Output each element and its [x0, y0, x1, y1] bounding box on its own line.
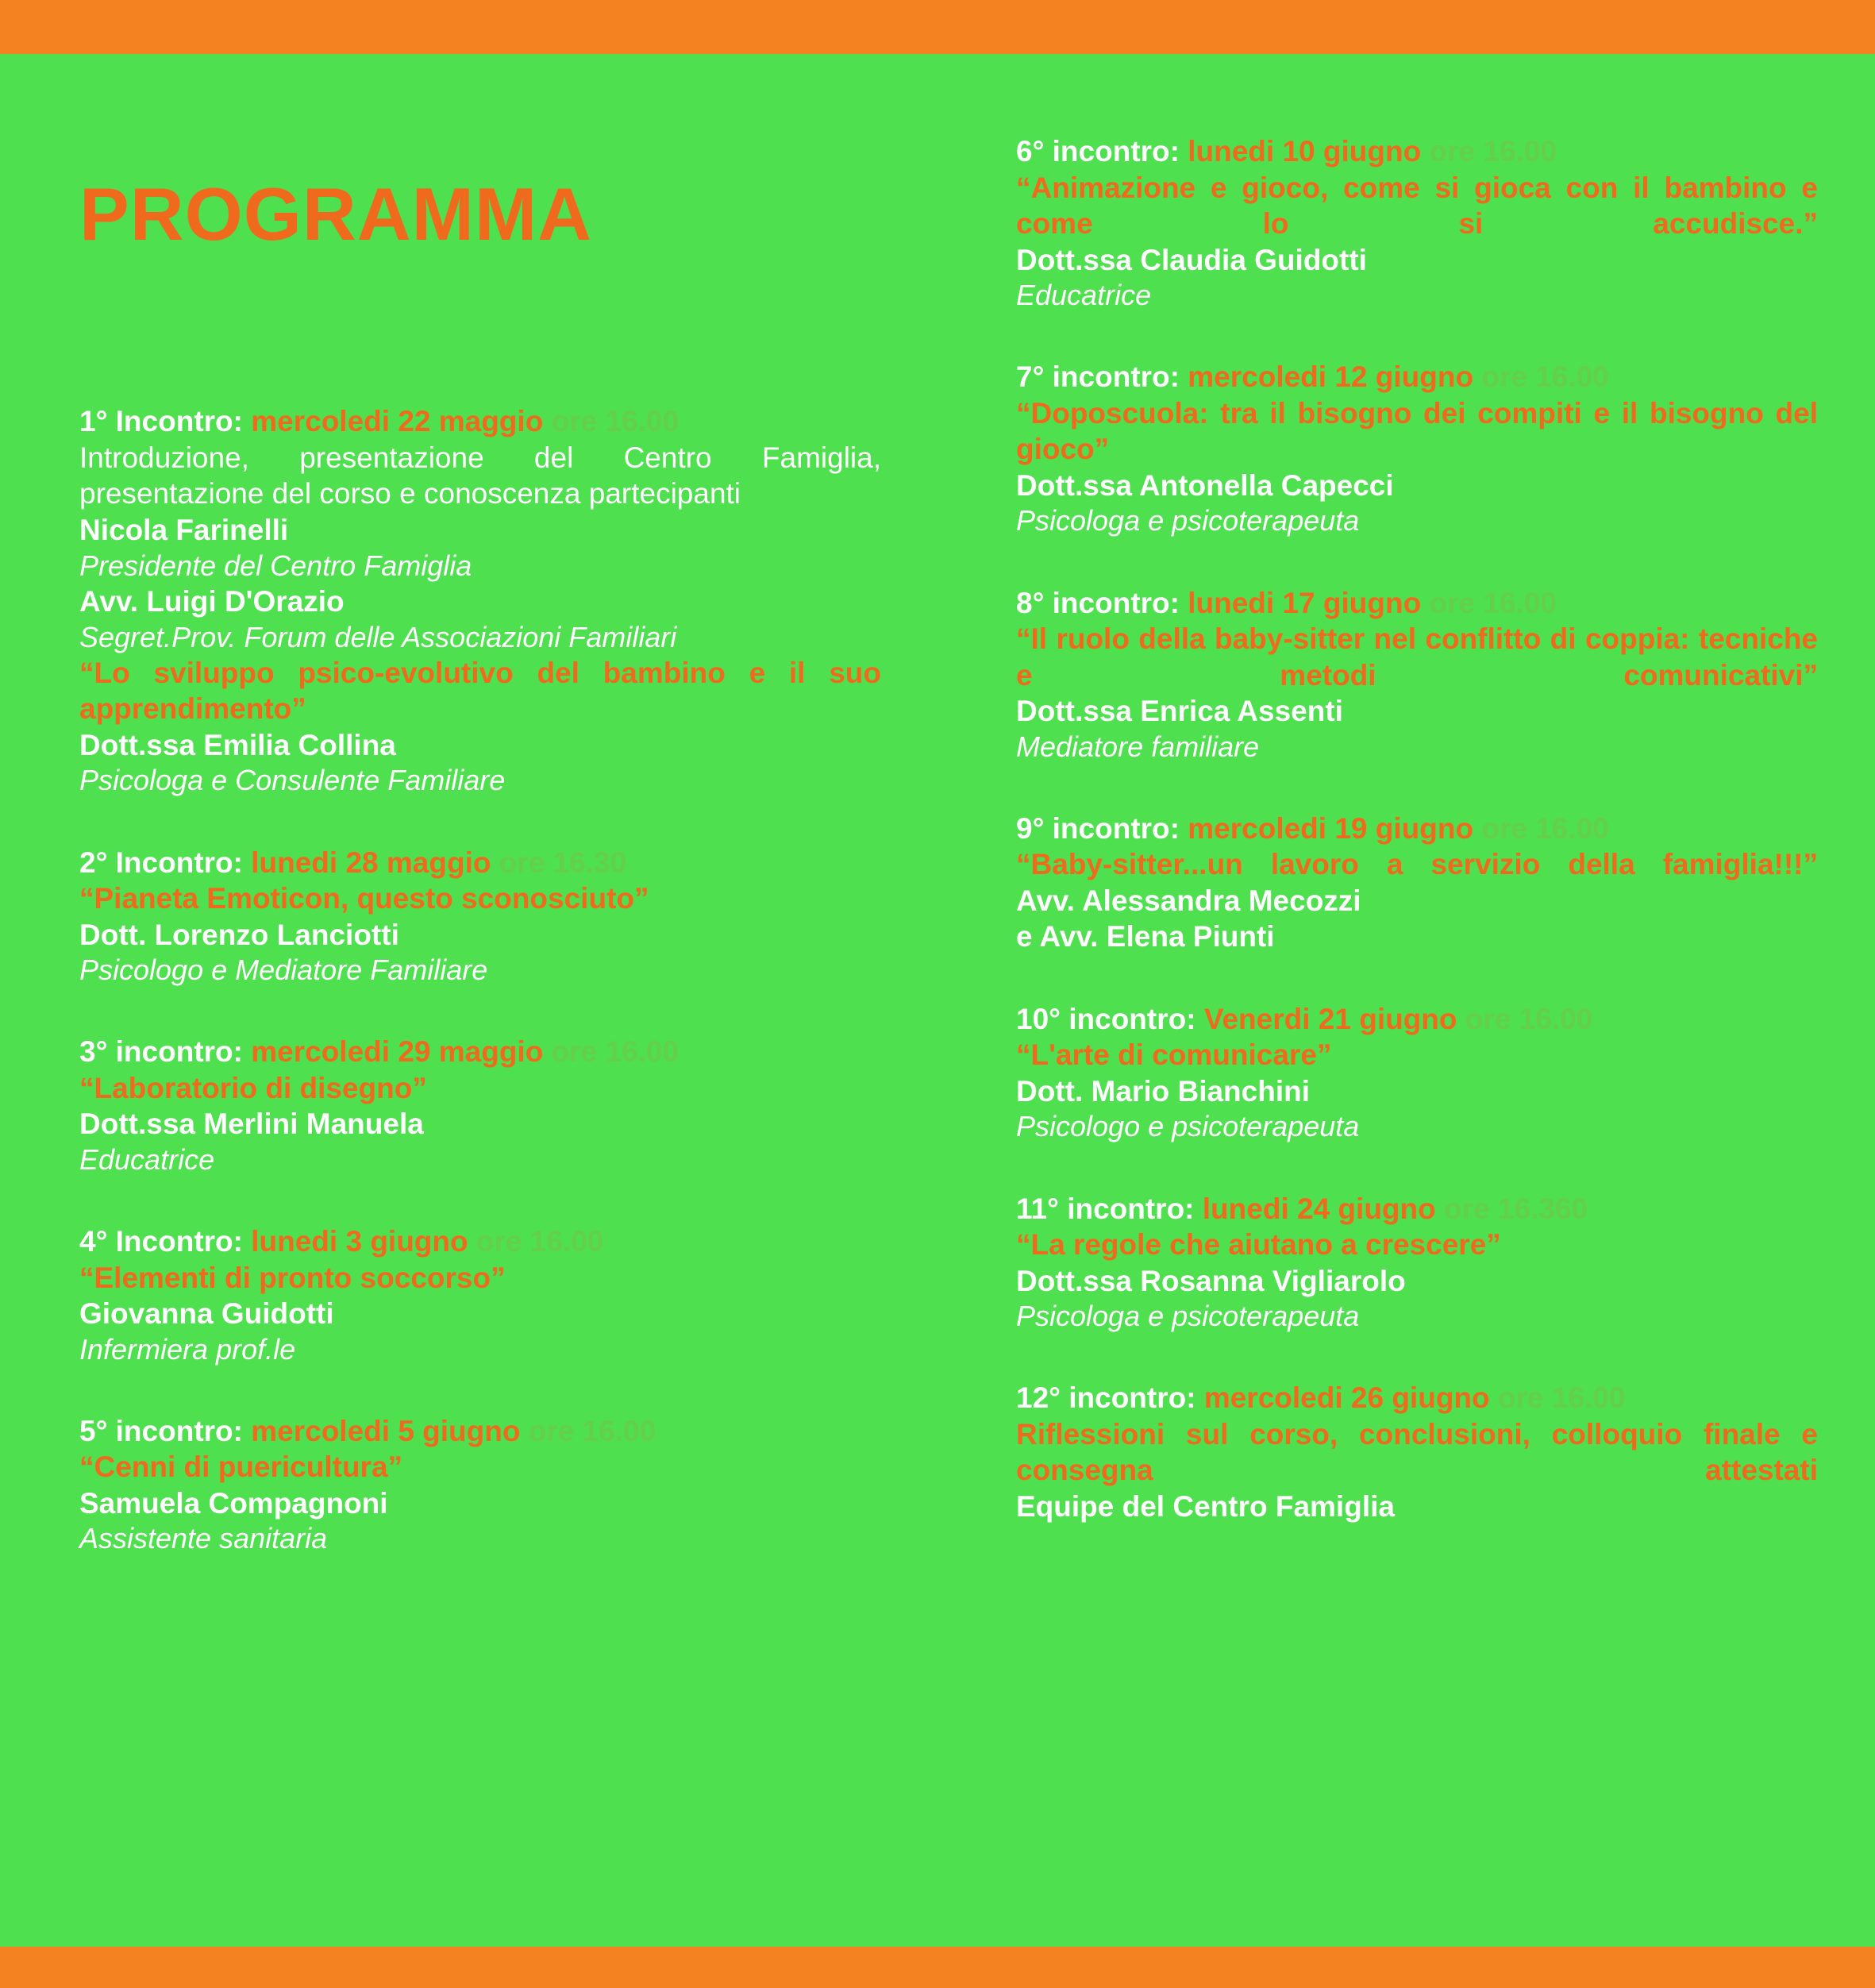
meeting-header	[1016, 585, 1818, 622]
meeting-topic: “Elementi di pronto soccorso”	[79, 1261, 506, 1294]
meeting-date: lunedi 10 giugno	[1188, 135, 1422, 168]
meeting-header	[1016, 1191, 1818, 1227]
person-name: Nicola Farinelli	[79, 514, 289, 547]
meeting-topic: “Laboratorio di disegno”	[79, 1071, 427, 1104]
meeting-time: ore 16.00	[475, 1225, 604, 1258]
program-page	[0, 54, 1875, 1947]
meeting-topic: “Animazione e gioco, come si gioca con il bambino e come lo si accudisce.”	[1016, 171, 1818, 240]
meeting-number: 10° incontro:	[1016, 1002, 1196, 1035]
meeting-header	[1016, 1380, 1818, 1416]
meeting-description: Introduzione, presentazione del Centro Famiglia, presentazione del corso e conoscenza partecipanti	[79, 441, 881, 510]
meeting-time: ore 16.00	[1429, 135, 1557, 168]
speaker-role: Infermiera prof.le	[79, 1332, 296, 1366]
meeting-number: 7° incontro:	[1016, 360, 1180, 394]
page-title: PROGRAMMA	[79, 172, 593, 256]
meeting-header	[1016, 359, 1818, 395]
meeting-number: 4° Incontro:	[79, 1225, 243, 1258]
meeting-date: lunedi 3 giugno	[251, 1225, 468, 1258]
bottom-orange-band	[0, 1947, 1875, 1988]
speaker-name: Samuela Compagnoni	[79, 1486, 388, 1520]
speaker-name: Dott.ssa Antonella Capecci	[1016, 468, 1394, 502]
speaker-role: Assistente sanitaria	[79, 1522, 328, 1555]
meeting-date: lunedi 28 maggio	[251, 846, 491, 879]
meeting-time: ore 16.00	[1429, 586, 1557, 619]
speaker-name: Giovanna Guidotti	[79, 1297, 334, 1331]
program-column-left	[79, 403, 881, 1603]
meeting-topic: “Baby-sitter...un lavoro a servizio della famiglia!!!”	[1016, 848, 1818, 881]
meeting-topic: “La regole che aiutano a crescere”	[1016, 1228, 1501, 1262]
meeting-topic: “Il ruolo della baby-sitter nel conflitto di coppia: tecniche e metodi comunicativi”	[1016, 622, 1818, 692]
speaker-name: Dott. Lorenzo Lanciotti	[79, 918, 399, 951]
meeting-number: 6° incontro:	[1016, 135, 1180, 168]
speaker-role: Mediatore familiare	[1016, 730, 1260, 763]
speaker-name: Dott.ssa Enrica Assenti	[1016, 695, 1343, 728]
meeting-header	[79, 845, 881, 881]
list-item	[1016, 133, 1818, 313]
meeting-header	[79, 403, 881, 440]
list-item	[79, 845, 881, 988]
meeting-number: 12° incontro:	[1016, 1381, 1196, 1415]
meeting-time: ore 16.00	[551, 1035, 680, 1069]
meeting-time: ore 16.00	[1497, 1381, 1626, 1415]
meeting-header	[1016, 1001, 1818, 1038]
meeting-time: ore 16.00	[1481, 811, 1609, 845]
speaker-name: Dott.ssa Claudia Guidotti	[1016, 243, 1367, 276]
list-item	[79, 403, 881, 799]
speaker-role: Psicologa e Consulente Familiare	[79, 764, 506, 797]
meeting-date: Venerdi 21 giugno	[1203, 1002, 1457, 1035]
meeting-header	[79, 1413, 881, 1450]
program-column-right	[1016, 133, 1818, 1570]
speaker-name-extra: e Avv. Elena Piunti	[1016, 920, 1275, 954]
meeting-time: ore 16.00	[1465, 1002, 1593, 1035]
meeting-topic: Riflessioni sul corso, conclusioni, colloquio finale e consegna attestati	[1016, 1417, 1818, 1487]
meeting-topic: “L'arte di comunicare”	[1016, 1038, 1332, 1072]
meeting-header	[79, 1223, 881, 1260]
person-role: Presidente del Centro Famiglia	[79, 549, 472, 582]
list-item	[1016, 1380, 1818, 1524]
speaker-name: Avv. Alessandra Mecozzi	[1016, 884, 1361, 917]
meeting-number: 5° incontro:	[79, 1414, 243, 1447]
meeting-date: lunedi 24 giugno	[1202, 1192, 1436, 1225]
speaker-role: Psicologa e psicoterapeuta	[1016, 1300, 1360, 1333]
speaker-name: Dott. Mario Bianchini	[1016, 1074, 1310, 1108]
person-role: Segret.Prov. Forum delle Associazioni Familiari	[79, 620, 677, 653]
meeting-number: 1° Incontro:	[79, 405, 243, 437]
speaker-role: Educatrice	[1016, 279, 1152, 311]
meeting-time: ore 16.00	[551, 405, 680, 437]
meeting-header	[1016, 133, 1818, 170]
meeting-number: 2° Incontro:	[79, 846, 243, 879]
meeting-date: lunedi 17 giugno	[1188, 586, 1422, 619]
meeting-topic: “Doposcuola: tra il bisogno dei compiti e il bisogno del gioco”	[1016, 396, 1818, 466]
meeting-topic: “Lo sviluppo psico-evolutivo del bambino e il suo apprendimento”	[79, 656, 881, 726]
meeting-header	[79, 1034, 881, 1070]
meeting-time: ore 16.00	[528, 1414, 656, 1447]
meeting-number: 11° incontro:	[1016, 1192, 1195, 1225]
list-item	[79, 1413, 881, 1557]
meeting-number: 3° incontro:	[79, 1035, 243, 1069]
meeting-number: 8° incontro:	[1016, 586, 1180, 619]
meeting-date: mercoledi 19 giugno	[1188, 811, 1474, 845]
speaker-name: Dott.ssa Emilia Collina	[79, 728, 396, 761]
speaker-role: Psicologo e Mediatore Familiare	[79, 954, 488, 987]
meeting-date: mercoledi 29 maggio	[251, 1035, 544, 1069]
speaker-name: Dott.ssa Merlini Manuela	[79, 1108, 424, 1141]
meeting-header	[1016, 811, 1818, 847]
list-item	[1016, 585, 1818, 765]
meeting-number: 9° incontro:	[1016, 811, 1180, 845]
list-item	[79, 1223, 881, 1367]
speaker-role: Psicologa e psicoterapeuta	[1016, 504, 1360, 537]
meeting-time: ore 16.360	[1444, 1192, 1588, 1225]
list-item	[79, 1034, 881, 1177]
list-item	[1016, 359, 1818, 538]
speaker-role: Psicologo e psicoterapeuta	[1016, 1110, 1360, 1143]
meeting-time: ore 16.00	[1481, 360, 1609, 394]
speaker-role: Educatrice	[79, 1142, 215, 1176]
list-item	[1016, 1001, 1818, 1145]
top-orange-band	[0, 0, 1875, 54]
meeting-date: mercoledi 26 giugno	[1203, 1381, 1490, 1415]
meeting-topic: “Pianeta Emoticon, questo sconosciuto”	[79, 882, 649, 915]
person-name: Avv. Luigi D'Orazio	[79, 585, 345, 618]
meeting-date: mercoledi 22 maggio	[251, 405, 544, 437]
list-item	[1016, 1191, 1818, 1335]
meeting-date: mercoledi 5 giugno	[251, 1414, 521, 1447]
meeting-date: mercoledi 12 giugno	[1188, 360, 1474, 394]
list-item	[1016, 811, 1818, 955]
meeting-time: ore 16.30	[499, 846, 627, 879]
speaker-name: Dott.ssa Rosanna Vigliarolo	[1016, 1264, 1406, 1297]
meeting-topic: “Cenni di puericultura”	[79, 1451, 403, 1484]
speaker-name: Equipe del Centro Famiglia	[1016, 1489, 1395, 1523]
